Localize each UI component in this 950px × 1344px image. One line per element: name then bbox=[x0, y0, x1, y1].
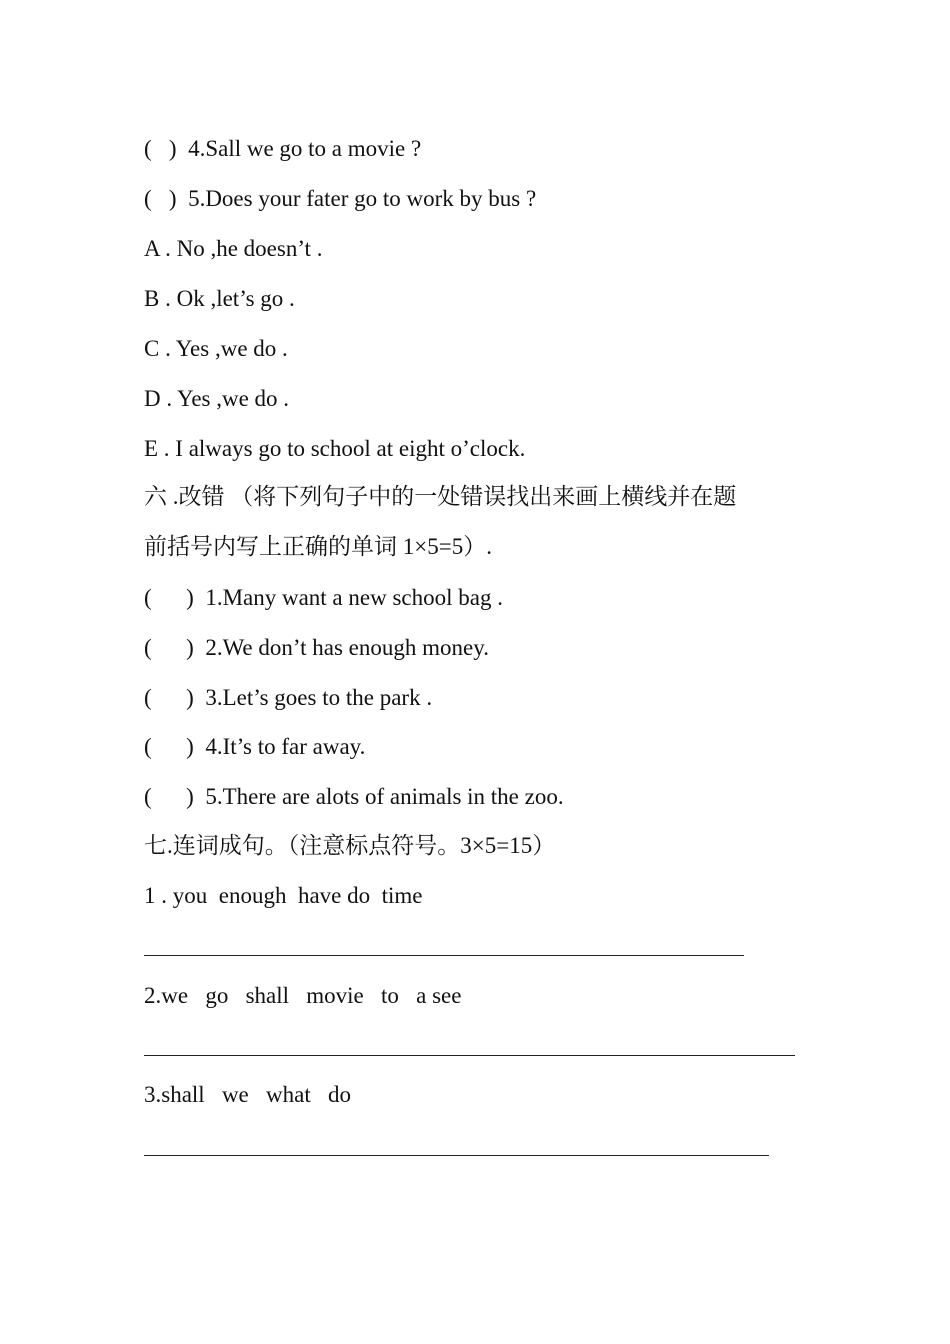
correction-item-2: ( ) 2.We don’t has enough money. bbox=[144, 635, 489, 660]
answer-option-e: E . I always go to school at eight o’clock. bbox=[144, 436, 526, 461]
word-order-item-3: 3.shall we what do bbox=[144, 1082, 351, 1107]
answer-option-c: C . Yes ,we do . bbox=[144, 336, 288, 361]
answer-line-2 bbox=[144, 1055, 795, 1056]
word-order-item-1: 1 . you enough have do time bbox=[144, 883, 423, 908]
answer-option-d: D . Yes ,we do . bbox=[144, 386, 290, 411]
section-7-heading: 七.连词成句。（注意标点符号。3×5=15） bbox=[144, 833, 556, 858]
correction-item-3: ( ) 3.Let’s goes to the park . bbox=[144, 685, 433, 710]
word-order-item-2: 2.we go shall movie to a see bbox=[144, 983, 462, 1008]
answer-option-a: A . No ,he doesn’t . bbox=[144, 236, 323, 261]
answer-line-3 bbox=[144, 1155, 769, 1156]
matching-question-5: ( ) 5.Does your fater go to work by bus ? bbox=[144, 186, 537, 211]
answer-option-b: B . Ok ,let’s go . bbox=[144, 286, 295, 311]
section-6-heading-line-1: 六 .改错 （将下列句子中的一处错误找出来画上横线并在题 bbox=[144, 484, 737, 509]
correction-item-4: ( ) 4.It’s to far away. bbox=[144, 734, 366, 759]
answer-line-1 bbox=[144, 955, 744, 956]
correction-item-1: ( ) 1.Many want a new school bag . bbox=[144, 585, 503, 610]
matching-question-4: ( ) 4.Sall we go to a movie ? bbox=[144, 136, 422, 161]
correction-item-5: ( ) 5.There are alots of animals in the zoo. bbox=[144, 784, 564, 809]
section-6-heading-line-2: 前括号内写上正确的单词 1×5=5）. bbox=[144, 534, 492, 559]
